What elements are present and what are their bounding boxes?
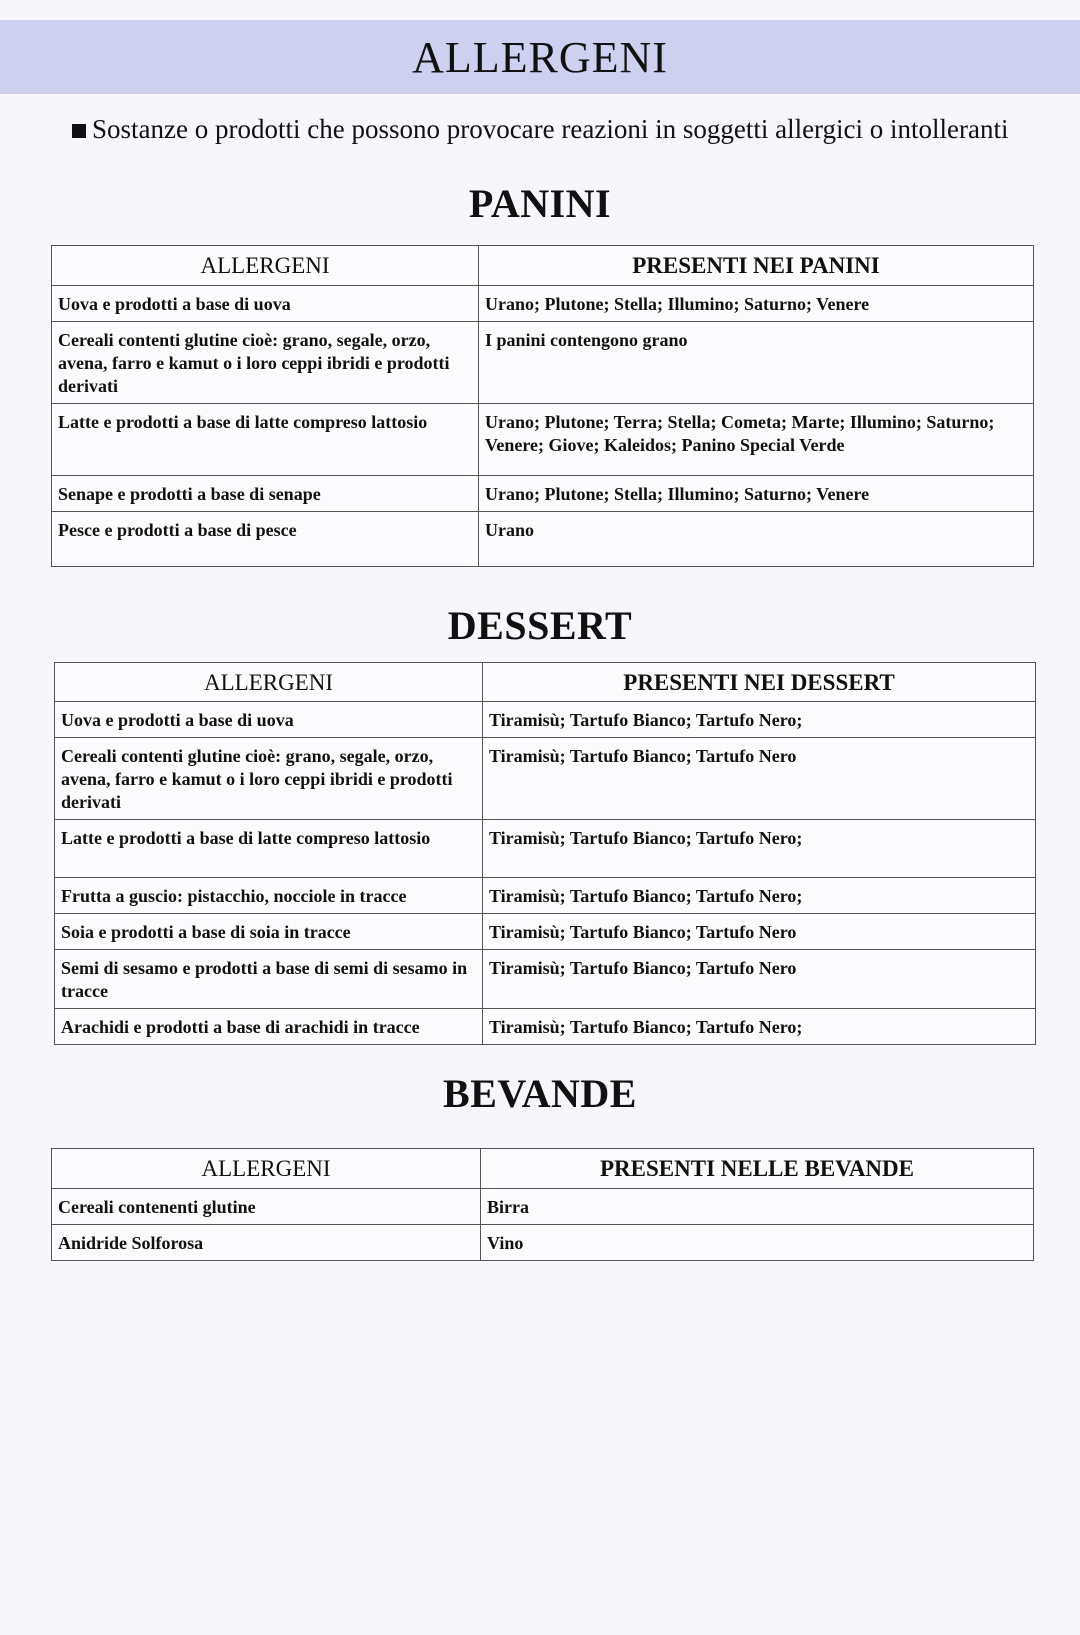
present-cell: I panini contengono grano xyxy=(479,322,1034,404)
allergen-cell: Cereali contenenti glutine xyxy=(52,1189,481,1225)
column-header-allergeni: ALLERGENI xyxy=(52,246,479,286)
subtitle xyxy=(72,114,1009,145)
table-row xyxy=(55,1009,1036,1045)
bevande-table xyxy=(51,1148,1034,1261)
allergen-cell: Uova e prodotti a base di uova xyxy=(55,702,483,738)
present-cell: Tiramisù; Tartufo Bianco; Tartufo Nero; xyxy=(483,820,1036,878)
present-cell: Tiramisù; Tartufo Bianco; Tartufo Nero; xyxy=(483,702,1036,738)
allergen-cell: Cereali contenti glutine cioè: grano, segale, orzo, avena, farro e kamut o i loro ceppi ibridi e prodotti derivati xyxy=(52,322,479,404)
present-cell: Tiramisù; Tartufo Bianco; Tartufo Nero xyxy=(483,738,1036,820)
allergen-cell: Arachidi e prodotti a base di arachidi in tracce xyxy=(55,1009,483,1045)
table-header-row xyxy=(55,663,1036,702)
present-cell: Urano; Plutone; Terra; Stella; Cometa; Marte; Illumino; Saturno; Venere; Giove; Kaleidos; Panino Special Verde xyxy=(479,404,1034,476)
page-title: ALLERGENI xyxy=(412,32,668,82)
section-title-panini: PANINI xyxy=(468,181,612,226)
table-header-row xyxy=(52,1149,1034,1189)
table-row xyxy=(52,476,1034,512)
present-cell: Tiramisù; Tartufo Bianco; Tartufo Nero; xyxy=(483,1009,1036,1045)
table-row xyxy=(55,738,1036,820)
allergen-cell: Senape e prodotti a base di senape xyxy=(52,476,479,512)
present-cell: Urano; Plutone; Stella; Illumino; Saturno; Venere xyxy=(479,286,1034,322)
table-row xyxy=(52,512,1034,567)
table-row xyxy=(52,1189,1034,1225)
table-header-row xyxy=(52,246,1034,286)
allergen-cell: Semi di sesamo e prodotti a base di semi di sesamo in tracce xyxy=(55,950,483,1009)
present-cell: Urano xyxy=(479,512,1034,567)
table-row xyxy=(52,322,1034,404)
panini-table xyxy=(51,245,1034,567)
header-banner xyxy=(0,20,1080,94)
allergen-cell: Latte e prodotti a base di latte compreso lattosio xyxy=(52,404,479,476)
table-row xyxy=(55,878,1036,914)
column-header-presenti: PRESENTI NEI DESSERT xyxy=(483,663,1036,702)
allergen-cell: Uova e prodotti a base di uova xyxy=(52,286,479,322)
column-header-presenti: PRESENTI NEI PANINI xyxy=(479,246,1034,286)
present-cell: Tiramisù; Tartufo Bianco; Tartufo Nero xyxy=(483,950,1036,1009)
section-title-dessert: DESSERT xyxy=(447,603,633,648)
present-cell: Vino xyxy=(481,1225,1034,1261)
allergen-cell: Pesce e prodotti a base di pesce xyxy=(52,512,479,567)
allergen-cell: Cereali contenti glutine cioè: grano, segale, orzo, avena, farro e kamut o i loro ceppi ibridi e prodotti derivati xyxy=(55,738,483,820)
allergen-cell: Latte e prodotti a base di latte compreso lattosio xyxy=(55,820,483,878)
present-cell: Tiramisù; Tartufo Bianco; Tartufo Nero; xyxy=(483,878,1036,914)
table-row xyxy=(55,820,1036,878)
section-title-bevande: BEVANDE xyxy=(443,1071,637,1116)
table-row xyxy=(55,702,1036,738)
table-row xyxy=(52,404,1034,476)
present-cell: Tiramisù; Tartufo Bianco; Tartufo Nero xyxy=(483,914,1036,950)
column-header-presenti: PRESENTI NELLE BEVANDE xyxy=(481,1149,1034,1189)
present-cell: Birra xyxy=(481,1189,1034,1225)
square-bullet-icon xyxy=(72,124,86,138)
allergen-cell: Frutta a guscio: pistacchio, nocciole in tracce xyxy=(55,878,483,914)
allergen-cell: Soia e prodotti a base di soia in tracce xyxy=(55,914,483,950)
present-cell: Urano; Plutone; Stella; Illumino; Saturno; Venere xyxy=(479,476,1034,512)
allergen-cell: Anidride Solforosa xyxy=(52,1225,481,1261)
table-row xyxy=(52,286,1034,322)
table-row xyxy=(55,950,1036,1009)
table-row xyxy=(55,914,1036,950)
column-header-allergeni: ALLERGENI xyxy=(52,1149,481,1189)
column-header-allergeni: ALLERGENI xyxy=(55,663,483,702)
dessert-table xyxy=(54,662,1036,1045)
table-row xyxy=(52,1225,1034,1261)
subtitle-text: Sostanze o prodotti che possono provocare reazioni in soggetti allergici o intolleranti xyxy=(92,114,1009,144)
